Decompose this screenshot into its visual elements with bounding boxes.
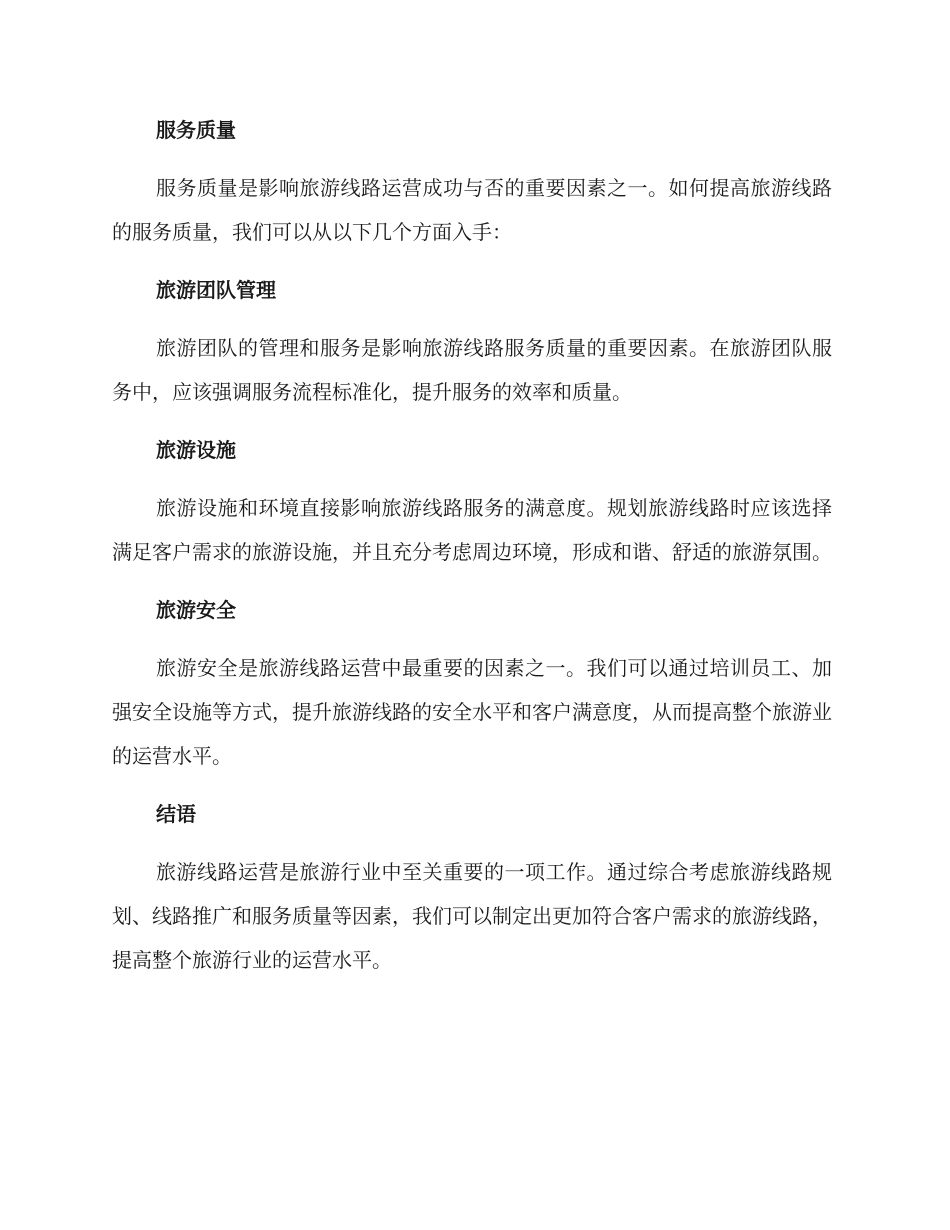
paragraph-team-management: 旅游团队的管理和服务是影响旅游线路服务质量的重要因素。在旅游团队服务中，应该强调服务流程标准化，提升服务的效率和质量。 <box>112 336 832 404</box>
paragraph-conclusion: 旅游线路运营是旅游行业中至关重要的一项工作。通过综合考虑旅游线路规划、线路推广和服务质量等因素，我们可以制定出更加符合客户需求的旅游线路，提高整个旅游行业的运营水平。 <box>112 860 832 972</box>
section-heading-facilities: 旅游设施 <box>156 438 236 462</box>
section-heading-service-quality: 服务质量 <box>156 118 236 142</box>
section-heading-conclusion: 结语 <box>156 802 196 826</box>
paragraph-facilities: 旅游设施和环境直接影响旅游线路服务的满意度。规划旅游线路时应该选择满足客户需求的旅游设施，并且充分考虑周边环境，形成和谐、舒适的旅游氛围。 <box>112 496 832 564</box>
paragraph-service-quality: 服务质量是影响旅游线路运营成功与否的重要因素之一。如何提高旅游线路的服务质量，我们可以从以下几个方面入手： <box>112 176 832 244</box>
section-heading-safety: 旅游安全 <box>156 598 236 622</box>
paragraph-safety: 旅游安全是旅游线路运营中最重要的因素之一。我们可以通过培训员工、加强安全设施等方式，提升旅游线路的安全水平和客户满意度，从而提高整个旅游业的运营水平。 <box>112 656 832 768</box>
document-page <box>112 108 832 996</box>
section-heading-team-management: 旅游团队管理 <box>156 278 276 302</box>
